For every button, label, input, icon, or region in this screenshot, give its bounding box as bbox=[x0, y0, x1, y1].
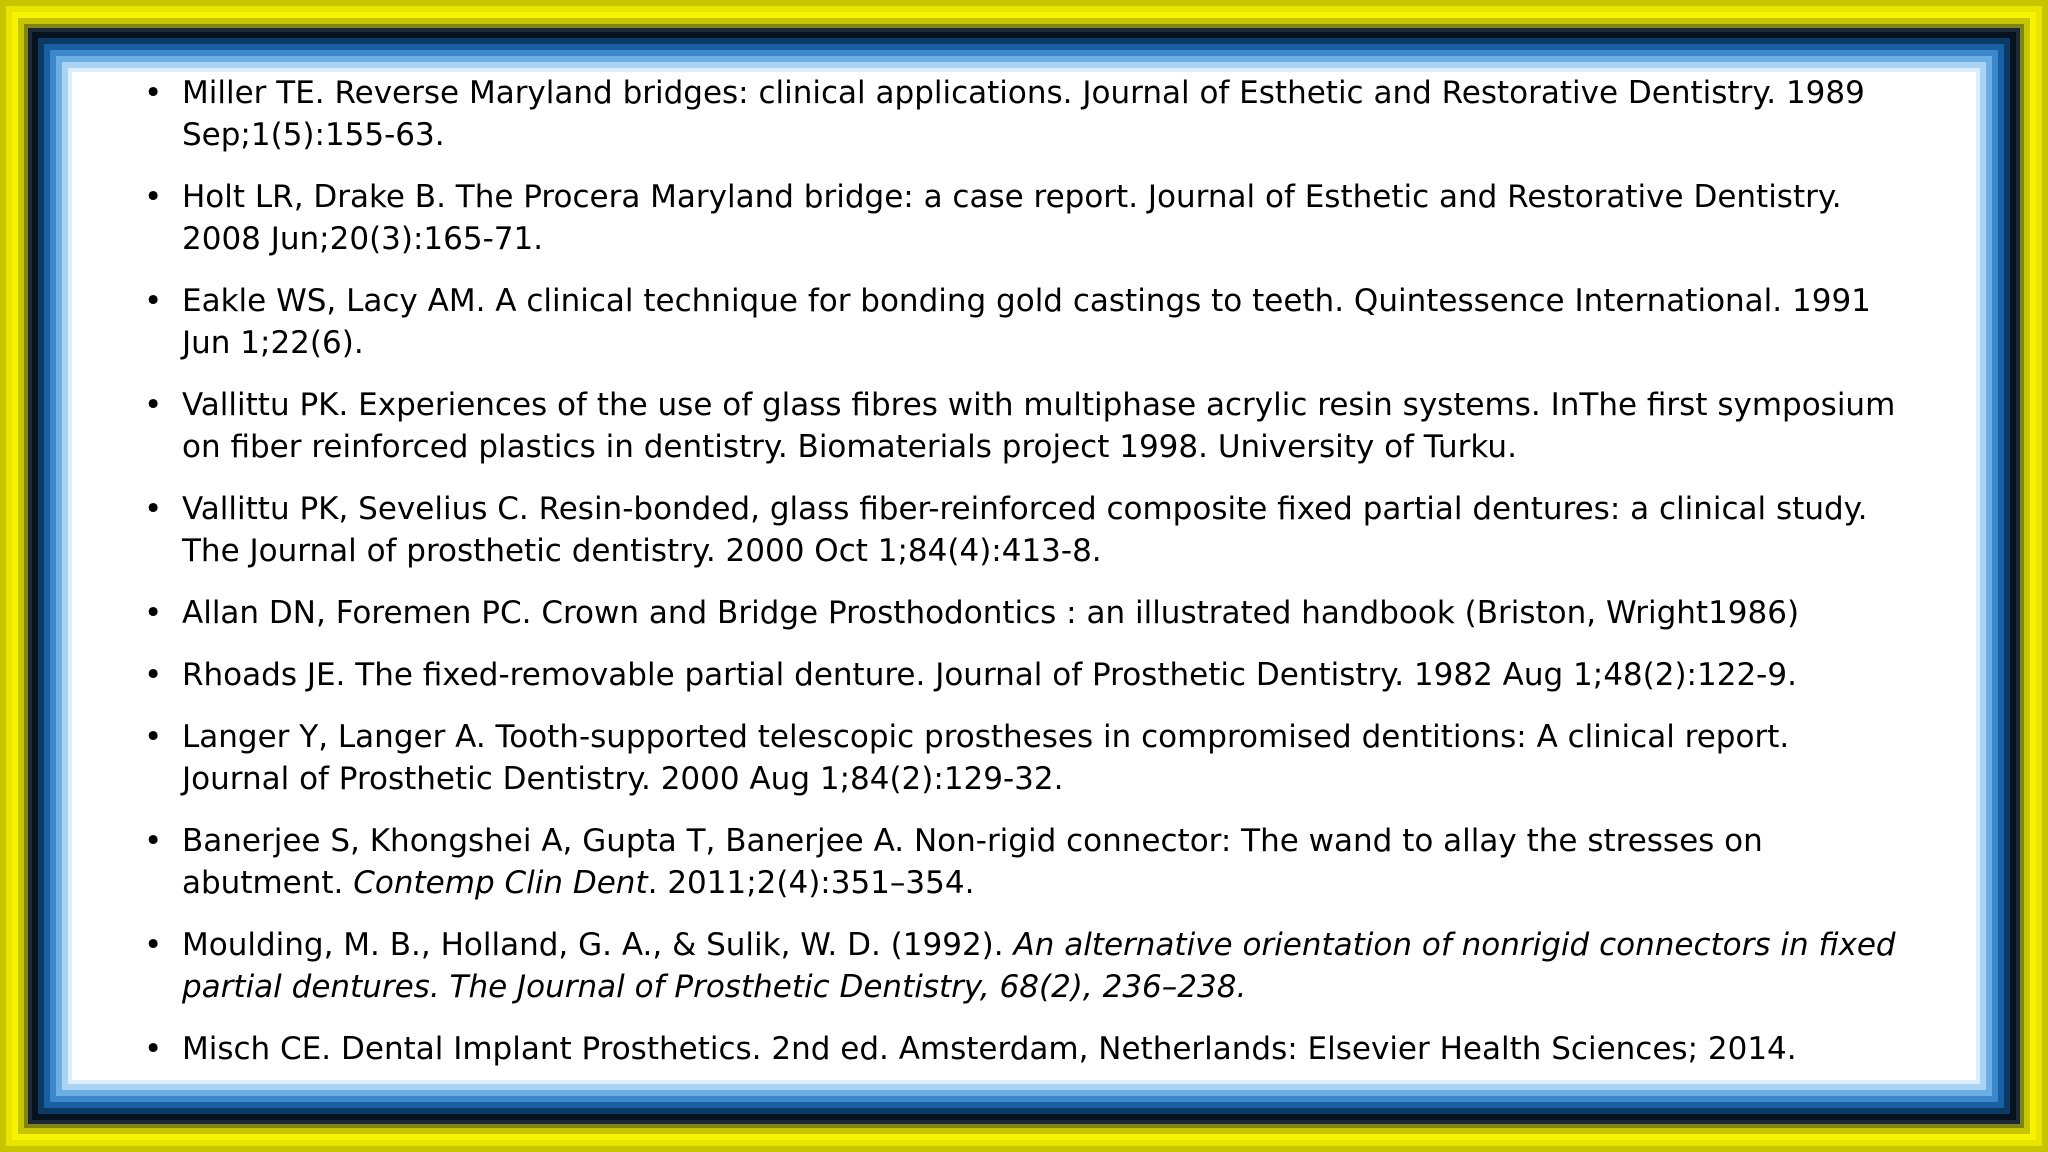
reference-text: . 2011;2(4):351–354. bbox=[647, 865, 975, 901]
reference-item bbox=[140, 280, 1900, 364]
reference-text: Vallittu PK, Sevelius C. Resin-bonded, glass fiber-reinforced composite fixed partial dentures: a clinical study. The Journal of prosthetic dentistry. 2000 Oct 1;84(4):413-8. bbox=[182, 491, 1868, 569]
reference-text: Eakle WS, Lacy AM. A clinical technique for bonding gold castings to teeth. Quintessence International. 1991 Jun 1;22(6). bbox=[182, 283, 1871, 361]
reference-list bbox=[140, 72, 1900, 1070]
reference-item bbox=[140, 592, 1900, 634]
reference-item bbox=[140, 384, 1900, 468]
reference-item bbox=[140, 820, 1900, 904]
reference-text: Miller TE. Reverse Maryland bridges: clinical applications. Journal of Esthetic and Restorative Dentistry. 1989 Sep;1(5):155-63. bbox=[182, 75, 1865, 153]
article-title: An alternative orientation of nonrigid connectors in fixed partial dentures. The Journal of Prosthetic Dentistry, 68(2), 236–238. bbox=[182, 927, 1896, 1005]
reference-text: Vallittu PK. Experiences of the use of glass fibres with multiphase acrylic resin systems. InThe first symposium on fiber reinforced plastics in dentistry. Biomaterials project 1998. University of Turku. bbox=[182, 387, 1896, 465]
reference-item bbox=[140, 176, 1900, 260]
reference-text: Allan DN, Foremen PC. Crown and Bridge Prosthodontics : an illustrated handbook (Briston, Wright1986) bbox=[182, 595, 1800, 631]
reference-text: Banerjee S, Khongshei A, Gupta T, Banerjee A. Non-rigid connector: The wand to allay the stresses on abutment. bbox=[182, 823, 1763, 901]
reference-item bbox=[140, 716, 1900, 800]
reference-item bbox=[140, 488, 1900, 572]
reference-item bbox=[140, 924, 1900, 1008]
reference-text: Moulding, M. B., Holland, G. A., & Sulik, W. D. (1992). bbox=[182, 927, 1014, 963]
journal-name: Contemp Clin Dent bbox=[353, 865, 648, 901]
reference-text: Holt LR, Drake B. The Procera Maryland bridge: a case report. Journal of Esthetic and Restorative Dentistry. 2008 Jun;20(3):165-71. bbox=[182, 179, 1842, 257]
reference-item bbox=[140, 72, 1900, 156]
reference-item bbox=[140, 1028, 1900, 1070]
reference-item bbox=[140, 654, 1900, 696]
reference-text: Rhoads JE. The fixed-removable partial denture. Journal of Prosthetic Dentistry. 1982 Aug 1;48(2):122-9. bbox=[182, 657, 1797, 693]
reference-text: Langer Y, Langer A. Tooth-supported telescopic prostheses in compromised dentitions: A clinical report. Journal of Prosthetic Dentistry. 2000 Aug 1;84(2):129-32. bbox=[182, 719, 1790, 797]
reference-text: Misch CE. Dental Implant Prosthetics. 2nd ed. Amsterdam, Netherlands: Elsevier Health Sciences; 2014. bbox=[182, 1031, 1797, 1067]
references-content bbox=[140, 72, 1900, 1082]
